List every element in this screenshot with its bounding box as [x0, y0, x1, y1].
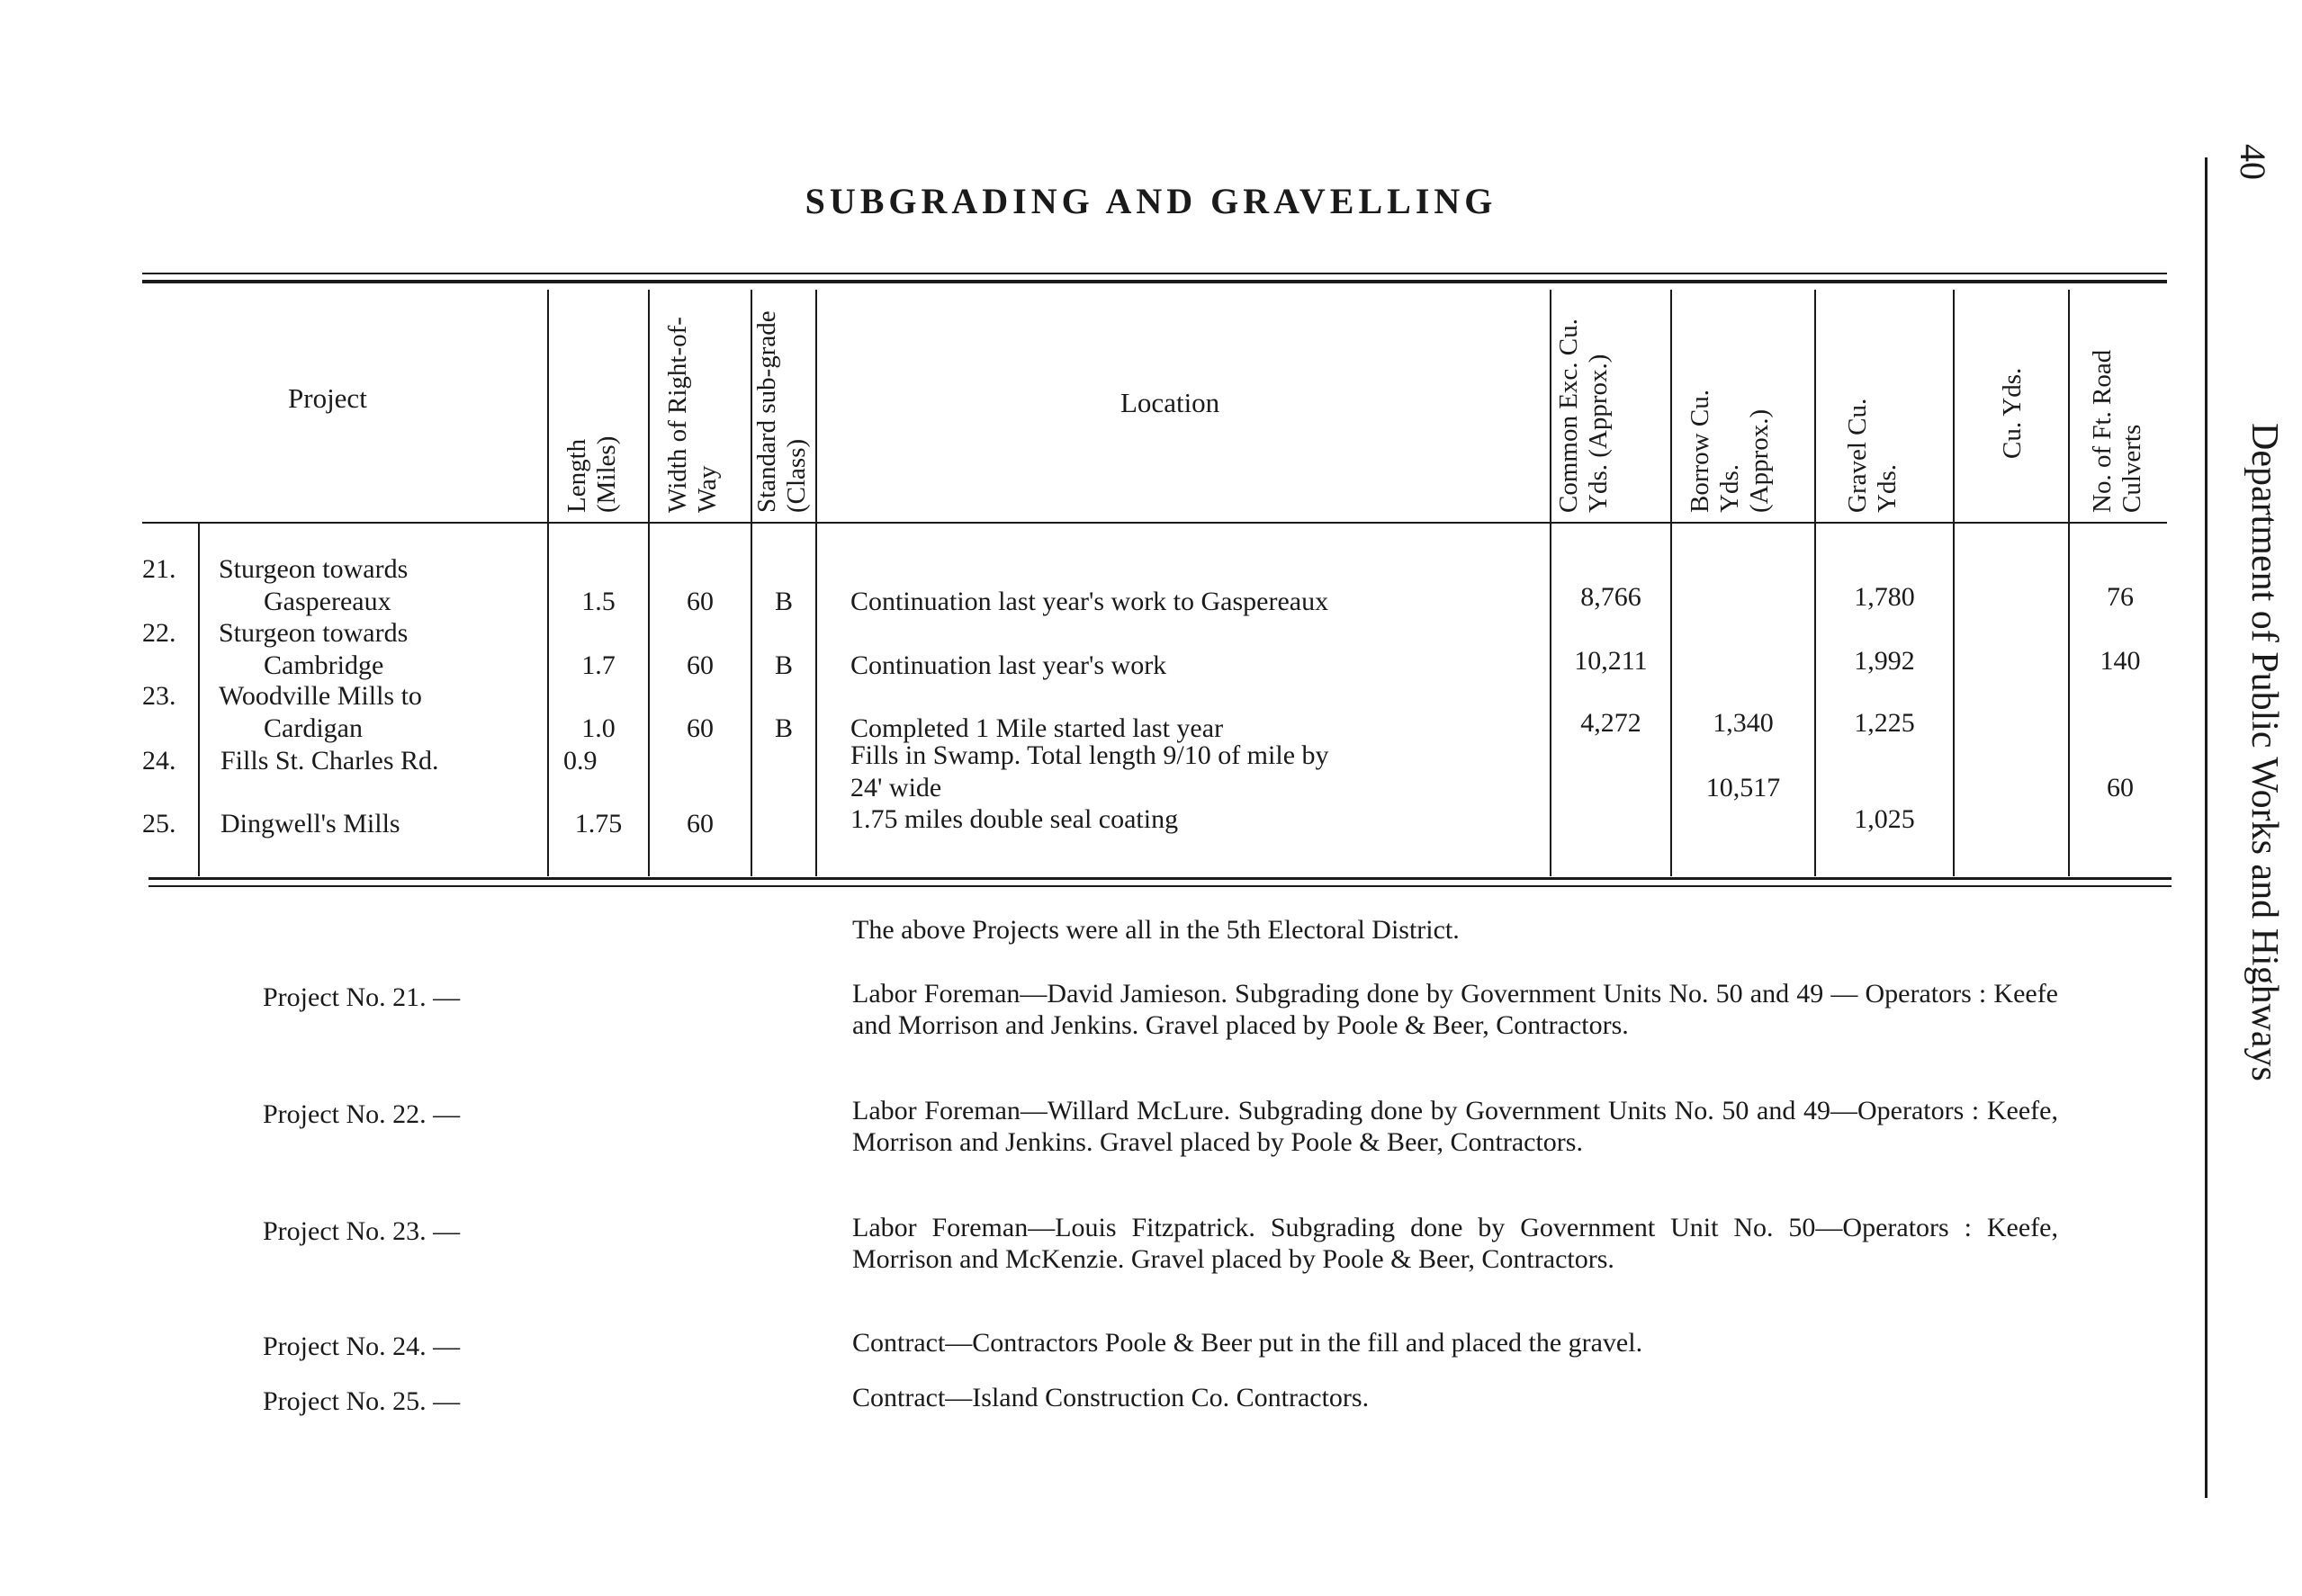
running-header: Department of Public Works and Highways — [2244, 423, 2285, 1081]
page-title: SUBGRADING AND GRAVELLING — [805, 181, 1497, 221]
column-divider — [198, 524, 200, 876]
table-top-rule — [142, 273, 2167, 274]
row-width: 60 — [687, 713, 714, 743]
column-divider — [547, 290, 549, 876]
note-label: Project No. 22. — — [263, 1099, 461, 1129]
row-number: 21. — [142, 554, 176, 584]
note-label: Project No. 25. — — [263, 1386, 461, 1416]
row-location: 1.75 miles double seal coating — [850, 804, 1179, 834]
row-location: Completed 1 Mile started last year — [850, 713, 1224, 743]
row-project: Gaspereaux — [264, 587, 391, 616]
row-culverts: 76 — [2107, 582, 2134, 612]
district-summary: The above Projects were all in the 5th Electoral District. — [852, 915, 1460, 945]
note-text: Labor Foreman—Louis Fitzpatrick. Subgrading done by Government Unit No. 50—Operators : Keefe, Morrison and McKenzie. Gravel placed by Poole & Beer, Contractors. — [852, 1213, 2058, 1274]
row-standard: B — [774, 587, 793, 616]
margin-rule — [2205, 157, 2208, 1498]
row-project: Sturgeon towards — [219, 618, 409, 648]
row-standard: B — [774, 713, 793, 743]
header-borrow: Borrow Cu. Yds. (Approx.) — [1686, 390, 1774, 513]
table-bottom-rule — [148, 877, 2172, 880]
header-standard: Standard sub-grade (Class) — [752, 310, 811, 513]
note-text: Contract—Contractors Poole & Beer put in the fill and placed the gravel. — [852, 1328, 1643, 1358]
row-borrow: 1,340 — [1713, 708, 1774, 738]
row-length: 1.7 — [581, 650, 616, 680]
header-length: Length (Miles) — [562, 435, 621, 513]
row-length: 1.75 — [574, 809, 623, 838]
row-location: Fills in Swamp. Total length 9/10 of mile by — [850, 740, 1329, 770]
row-width: 60 — [687, 650, 714, 680]
note-text: Labor Foreman—Willard McLure. Subgrading done by Government Units No. 50 and 49—Operators : Keefe, Morrison and Jenkins. Gravel placed by Poole & Beer, Contractors. — [852, 1096, 2058, 1157]
row-width: 60 — [687, 809, 714, 838]
row-common: 10,211 — [1574, 646, 1648, 676]
note-label: Project No. 21. — — [263, 982, 461, 1012]
row-common: 4,272 — [1580, 708, 1641, 738]
row-length: 0.9 — [563, 746, 598, 776]
row-gravel: 1,225 — [1854, 708, 1915, 738]
header-common: Common Exc. Cu. Yds. (Approx.) — [1554, 318, 1613, 513]
row-borrow: 10,517 — [1705, 773, 1781, 802]
row-location: Continuation last year's work — [850, 650, 1167, 680]
row-number: 24. — [142, 746, 176, 776]
row-project: Woodville Mills to — [219, 681, 422, 711]
column-divider — [1953, 290, 1955, 876]
column-divider — [815, 290, 817, 876]
note-text: Labor Foreman—David Jamieson. Subgrading done by Government Units No. 50 and 49 — Operators : Keefe and Morrison and Jenkins. Gravel placed by Poole & Beer, Contractors. — [852, 979, 2058, 1040]
note-text: Contract—Island Construction Co. Contractors. — [852, 1383, 1370, 1412]
row-width: 60 — [687, 587, 714, 616]
row-project: Fills St. Charles Rd. — [220, 746, 439, 776]
row-project: Cardigan — [264, 713, 363, 743]
row-project: Cambridge — [264, 650, 384, 680]
row-gravel: 1,025 — [1854, 804, 1915, 834]
row-length: 1.5 — [581, 587, 616, 616]
header-project: Project — [288, 382, 367, 414]
column-divider — [648, 290, 650, 876]
table-bottom-rule — [148, 885, 2172, 887]
note-label: Project No. 23. — — [263, 1216, 461, 1246]
row-standard: B — [774, 650, 793, 680]
row-number: 22. — [142, 618, 176, 648]
note-label: Project No. 24. — — [263, 1331, 461, 1361]
row-project: Sturgeon towards — [219, 554, 409, 584]
row-common: 8,766 — [1580, 582, 1641, 612]
row-number: 23. — [142, 681, 176, 711]
header-width: Width of Right-of-Way — [663, 317, 722, 513]
row-location: 24' wide — [850, 773, 942, 802]
row-number: 25. — [142, 809, 176, 838]
row-length: 1.0 — [581, 713, 616, 743]
header-location: Location — [1120, 387, 1220, 418]
page-number: 40 — [2233, 144, 2273, 180]
row-gravel: 1,992 — [1854, 646, 1915, 676]
row-culverts: 60 — [2107, 773, 2134, 802]
header-culverts: No. of Ft. Road Culverts — [2088, 349, 2146, 513]
table-top-rule — [142, 280, 2167, 283]
row-project: Dingwell's Mills — [220, 809, 400, 838]
row-gravel: 1,780 — [1854, 582, 1915, 612]
row-location: Continuation last year's work to Gaspereaux — [850, 587, 1329, 616]
row-culverts: 140 — [2100, 646, 2141, 676]
header-bottom-rule — [142, 522, 2167, 524]
header-gravel: Gravel Cu. Yds. — [1843, 398, 1902, 513]
header-cu: Cu. Yds. — [1998, 367, 2027, 459]
